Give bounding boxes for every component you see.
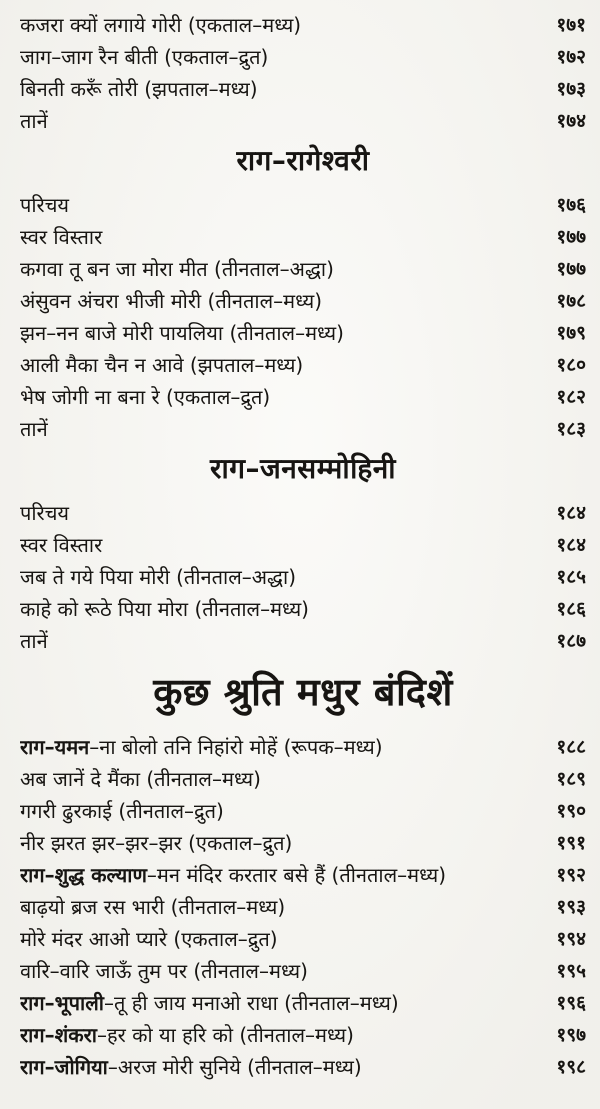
toc-section-bandishen <box>20 730 586 1082</box>
entry-title: भेष जोगी ना बना रे (एकताल–द्रुत) <box>20 384 271 409</box>
entry-page-number: १८६ <box>556 598 586 620</box>
entry-page-number: १९४ <box>556 928 586 950</box>
entry-page-number: १७८ <box>556 290 586 312</box>
raga-name-bold: राग–भूपाली <box>20 990 104 1015</box>
entry-page-number: १८७ <box>556 630 586 652</box>
entry-title: जब ते गये पिया मोरी (तीनताल–अद्धा) <box>20 564 296 589</box>
section-heading-jansammohini: राग–जनसम्मोहिनी <box>210 452 396 485</box>
toc-entry <box>20 986 586 1018</box>
entry-title: परिचय <box>20 192 70 217</box>
entry-title: कगवा तू बन जा मोरा मीत (तीनताल–अद्धा) <box>20 256 334 281</box>
toc-entry <box>20 104 586 136</box>
entry-page-number: १८८ <box>556 736 586 758</box>
entry-page-number: १८९ <box>556 768 586 790</box>
entry-title: राग–शंकरा–हर को या हरि को (तीनताल–मध्य) <box>20 1022 354 1047</box>
entry-title: जाग–जाग रैन बीती (एकताल–द्रुत) <box>20 44 269 69</box>
entry-title: नीर झरत झर–झर–झर (एकताल–द्रुत) <box>20 830 293 855</box>
entry-page-number: १९० <box>556 800 586 822</box>
entry-page-number: १९७ <box>556 1024 586 1046</box>
entry-title: स्वर विस्तार <box>20 532 103 557</box>
toc-entry <box>20 8 586 40</box>
entry-page-number: १७३ <box>556 78 586 100</box>
entry-title: तानें <box>20 416 48 441</box>
toc-entry <box>20 316 586 348</box>
entry-page-number: १७९ <box>556 322 586 344</box>
entry-page-number: १८० <box>556 354 586 376</box>
toc-entry <box>20 794 586 826</box>
entry-page-number: १८२ <box>556 386 586 408</box>
toc-entry <box>20 348 586 380</box>
entry-page-number: १८४ <box>556 502 586 524</box>
entry-title: राग–यमन–ना बोलो तनि निहांरो मोहें (रूपक–मध्य) <box>20 734 383 759</box>
toc-entry <box>20 284 586 316</box>
toc-entry <box>20 560 586 592</box>
entry-page-number: १७१ <box>556 14 586 36</box>
entry-title: स्वर विस्तार <box>20 224 103 249</box>
toc-entry <box>20 922 586 954</box>
section-heading-rageshwari: राग–रागेश्वरी <box>236 144 370 177</box>
toc-entry <box>20 40 586 72</box>
toc-entry <box>20 496 586 528</box>
entry-page-number: १७२ <box>556 46 586 68</box>
entry-page-number: १९१ <box>556 832 586 854</box>
toc-entry <box>20 1050 586 1082</box>
entry-page-number: १७४ <box>556 110 586 132</box>
toc-entry <box>20 890 586 922</box>
toc-entry <box>20 380 586 412</box>
toc-entry <box>20 412 586 444</box>
entry-page-number: १७६ <box>556 194 586 216</box>
entry-page-number: १९५ <box>556 960 586 982</box>
entry-title: आली मैका चैन न आवे (झपताल–मध्य) <box>20 352 304 377</box>
toc-section-rageshwari <box>20 188 586 444</box>
entry-page-number: १८३ <box>556 418 586 440</box>
entry-page-number: १७७ <box>556 226 586 248</box>
entry-title: राग–भूपाली–तू ही जाय मनाओ राधा (तीनताल–मध्य) <box>20 990 399 1015</box>
entry-title: वारि–वारि जाऊँ तुम पर (तीनताल–मध्य) <box>20 958 308 983</box>
raga-name-bold: राग–शुद्ध कल्याण <box>20 862 147 887</box>
entry-title: काहे को रूठे पिया मोरा (तीनताल–मध्य) <box>20 596 309 621</box>
entry-page-number: १७७ <box>556 258 586 280</box>
toc-entry <box>20 954 586 986</box>
entry-title: अब जानें दे मैंका (तीनताल–मध्य) <box>20 766 261 791</box>
entry-title: राग–शुद्ध कल्याण–मन मंदिर करतार बसे हैं (तीनताल–मध्य) <box>20 862 447 887</box>
raga-name-bold: राग–जोगिया <box>20 1054 108 1079</box>
toc-entry <box>20 730 586 762</box>
entry-page-number: १८४ <box>556 534 586 556</box>
toc-entry <box>20 188 586 220</box>
toc-section-jansammohini <box>20 496 586 656</box>
entry-page-number: १९८ <box>556 1056 586 1078</box>
toc-entry <box>20 592 586 624</box>
chapter-heading-bandishen: कुछ श्रुति मधुर बंदिशें <box>153 670 453 714</box>
toc-entry <box>20 528 586 560</box>
toc-entry <box>20 1018 586 1050</box>
entry-title: मोरे मंदर आओ प्यारे (एकताल–द्रुत) <box>20 926 278 951</box>
toc-entry <box>20 252 586 284</box>
toc-entry <box>20 858 586 890</box>
raga-name-bold: राग–यमन <box>20 734 90 759</box>
entry-title: तानें <box>20 628 48 653</box>
toc-entry <box>20 72 586 104</box>
toc-section-intro <box>20 8 586 136</box>
entry-title: राग–जोगिया–अरज मोरी सुनिये (तीनताल–मध्य) <box>20 1054 362 1079</box>
toc-entry <box>20 762 586 794</box>
toc-entry <box>20 220 586 252</box>
entry-title: तानें <box>20 108 48 133</box>
entry-page-number: १९६ <box>556 992 586 1014</box>
entry-page-number: १८५ <box>556 566 586 588</box>
entry-title: परिचय <box>20 500 70 525</box>
entry-page-number: १९३ <box>556 896 586 918</box>
entry-title: कजरा क्यों लगाये गोरी (एकताल–मध्य) <box>20 12 302 37</box>
toc-entry <box>20 826 586 858</box>
raga-name-bold: राग–शंकरा <box>20 1022 97 1047</box>
entry-title: झन–नन बाजे मोरी पायलिया (तीनताल–मध्य) <box>20 320 344 345</box>
entry-title: बाढ़यो ब्रज रस भारी (तीनताल–मध्य) <box>20 894 286 919</box>
toc-entry <box>20 624 586 656</box>
entry-page-number: १९२ <box>556 864 586 886</box>
entry-title: अंसुवन अंचरा भीजी मोरी (तीनताल–मध्य) <box>20 288 323 313</box>
entry-title: बिनती करूँ तोरी (झपताल–मध्य) <box>20 76 258 101</box>
entry-title: गगरी ढुरकाई (तीनताल–द्रुत) <box>20 798 224 823</box>
